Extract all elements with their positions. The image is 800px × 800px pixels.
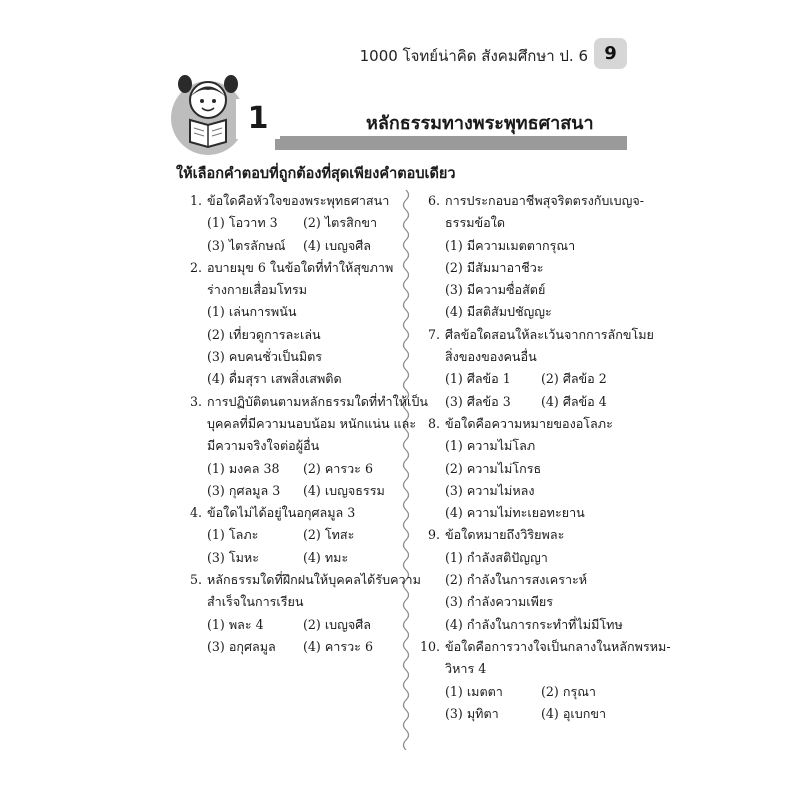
question-item — [424, 324, 654, 413]
question-line: ข้อใดคือหัวใจของพระพุทธศาสนา — [207, 193, 390, 208]
chapter-number: 1 — [236, 99, 280, 139]
question-text-cont — [186, 591, 406, 613]
question-text-cont — [186, 413, 417, 435]
chapter-title: หลักธรรมทางพระพุทธศาสนา — [366, 113, 594, 134]
left-column — [186, 190, 428, 658]
answer-option: (3) โมหะ — [207, 549, 259, 565]
question-text-cont — [424, 658, 644, 680]
question-item — [186, 569, 421, 658]
question-text — [424, 413, 644, 435]
question-text — [186, 257, 406, 279]
question-number: 5. — [189, 572, 202, 588]
question-line: ศีลข้อใดสอนให้ละเว้นจากการลักขโมย — [445, 326, 654, 342]
answer-option: (3) คบคนชั่วเป็นมิตร — [207, 349, 323, 365]
answer-option: (2) กำลังในการสงเคราะห์ — [445, 572, 588, 588]
answer-option: (2) เที่ยวดูการละเล่น — [207, 326, 321, 342]
answer-option: (1) มงคล 38 — [207, 460, 280, 476]
answer-option: (4) คารวะ 6 — [303, 638, 373, 654]
question-item — [186, 391, 428, 502]
question-line: วิหาร 4 — [445, 661, 487, 677]
question-number: 3. — [189, 393, 202, 409]
answer-option: (2) มีสัมมาอาชีวะ — [445, 259, 544, 275]
question-line: การปฏิบัติตนตามหลักธรรมใดที่ทำให้เป็น — [207, 393, 428, 409]
answer-option: (4) เบญจศีล — [303, 237, 371, 253]
question-item — [186, 257, 406, 391]
answer-option: (1) มีความเมตตากรุณา — [445, 237, 576, 253]
answer-option: (4) ศีลข้อ 4 — [541, 393, 607, 409]
chapter-bar — [275, 136, 627, 150]
question-line: ข้อใดคือการวางใจเป็นกลางในหลักพรหม- — [445, 638, 671, 654]
question-item — [186, 502, 406, 569]
question-item — [424, 524, 644, 635]
answer-option: (2) ความไม่โกรธ — [445, 460, 542, 476]
answer-option: (4) กำลังในการกระทำที่ไม่มีโทษ — [445, 616, 623, 632]
question-number: 9. — [427, 527, 440, 543]
answer-option: (2) กรุณา — [541, 683, 596, 699]
answer-option: (1) ความไม่โลภ — [445, 438, 536, 454]
question-line: การประกอบอาชีพสุจริตตรงกับเบญจ- — [445, 193, 645, 208]
question-number: 2. — [189, 259, 202, 275]
answer-option: (2) ไตรสิกขา — [303, 215, 378, 231]
question-number: 1. — [189, 193, 202, 208]
question-number: 7. — [427, 326, 440, 342]
question-number: 6. — [427, 193, 440, 208]
question-line: บุคคลที่มีความนอบน้อม หนักแน่น และ — [207, 415, 417, 431]
answer-option: (1) เล่นการพนัน — [207, 304, 297, 320]
question-text — [419, 636, 671, 658]
question-text-cont — [424, 212, 644, 234]
question-item — [424, 413, 644, 524]
answer-option: (1) ศีลข้อ 1 — [445, 371, 511, 387]
question-line: ร่างกายเสื่อมโทรม — [207, 282, 308, 298]
question-text-cont — [186, 435, 406, 457]
question-text — [186, 190, 406, 212]
answer-option: (2) ศีลข้อ 2 — [541, 371, 607, 387]
question-text-cont — [424, 346, 644, 368]
answer-option: (2) โทสะ — [303, 527, 355, 543]
answer-option: (3) ความไม่หลง — [445, 482, 535, 498]
answer-option: (3) มีความซื่อสัตย์ — [445, 282, 546, 298]
question-line: ข้อใดหมายถึงวิริยพละ — [445, 527, 565, 543]
answer-option: (2) เบญจศีล — [303, 616, 371, 632]
question-text — [424, 190, 644, 212]
question-item — [419, 636, 671, 725]
answer-option: (2) คารวะ 6 — [303, 460, 373, 476]
question-text — [186, 569, 421, 591]
right-column — [419, 190, 671, 725]
instruction: ให้เลือกคำตอบที่ถูกต้องที่สุดเพียงคำตอบเดียว — [176, 166, 456, 182]
question-line: อบายมุข 6 ในข้อใดที่ทำให้สุขภาพ — [207, 259, 394, 275]
answer-option: (1) โลภะ — [207, 527, 259, 543]
answer-option: (3) กำลังความเพียร — [445, 594, 554, 610]
answer-option: (3) ศีลข้อ 3 — [445, 393, 511, 409]
question-number: 10. — [419, 638, 440, 654]
question-number: 4. — [189, 505, 202, 521]
question-line: สิ่งของของคนอื่น — [445, 349, 537, 365]
page-number: 9 — [594, 38, 627, 69]
question-text — [186, 502, 406, 524]
answer-option: (4) ดื่มสุรา เสพสิ่งเสพติด — [207, 371, 342, 387]
answer-option: (4) มีสติสัมปชัญญะ — [445, 304, 552, 320]
question-text — [424, 324, 654, 346]
answer-option: (4) ความไม่ทะเยอทะยาน — [445, 505, 585, 521]
answer-option: (1) กำลังสติปัญญา — [445, 549, 548, 565]
answer-option: (3) มุทิตา — [445, 705, 499, 721]
answer-option: (1) พละ 4 — [207, 616, 264, 632]
book-title: 1000 โจทย์น่าคิด สังคมศึกษา ป. 6 — [359, 47, 588, 65]
question-line: ข้อใดไม่ได้อยู่ในอกุศลมูล 3 — [207, 505, 356, 521]
question-text — [424, 524, 644, 546]
question-line: มีความจริงใจต่อผู้อื่น — [207, 438, 320, 454]
answer-option: (1) โอวาท 3 — [207, 215, 278, 231]
answer-option: (3) ไตรลักษณ์ — [207, 237, 286, 253]
question-item — [186, 190, 406, 257]
answer-option: (4) อุเบกขา — [541, 705, 607, 721]
question-text — [186, 391, 428, 413]
answer-option: (3) อกุศลมูล — [207, 638, 276, 654]
answer-option: (3) กุศลมูล 3 — [207, 482, 281, 498]
answer-option: (4) เบญจธรรม — [303, 482, 385, 498]
answer-option: (1) เมตตา — [445, 683, 503, 699]
question-line: สำเร็จในการเรียน — [207, 594, 304, 610]
question-item — [424, 190, 644, 324]
question-text-cont — [186, 279, 406, 301]
answer-option: (4) ทมะ — [303, 549, 349, 565]
question-line: หลักธรรมใดที่ฝึกฝนให้บุคคลได้รับความ — [207, 572, 421, 588]
question-number: 8. — [427, 415, 440, 431]
question-line: ธรรมข้อใด — [445, 215, 506, 231]
question-line: ข้อใดคือความหมายของอโลภะ — [445, 415, 613, 431]
